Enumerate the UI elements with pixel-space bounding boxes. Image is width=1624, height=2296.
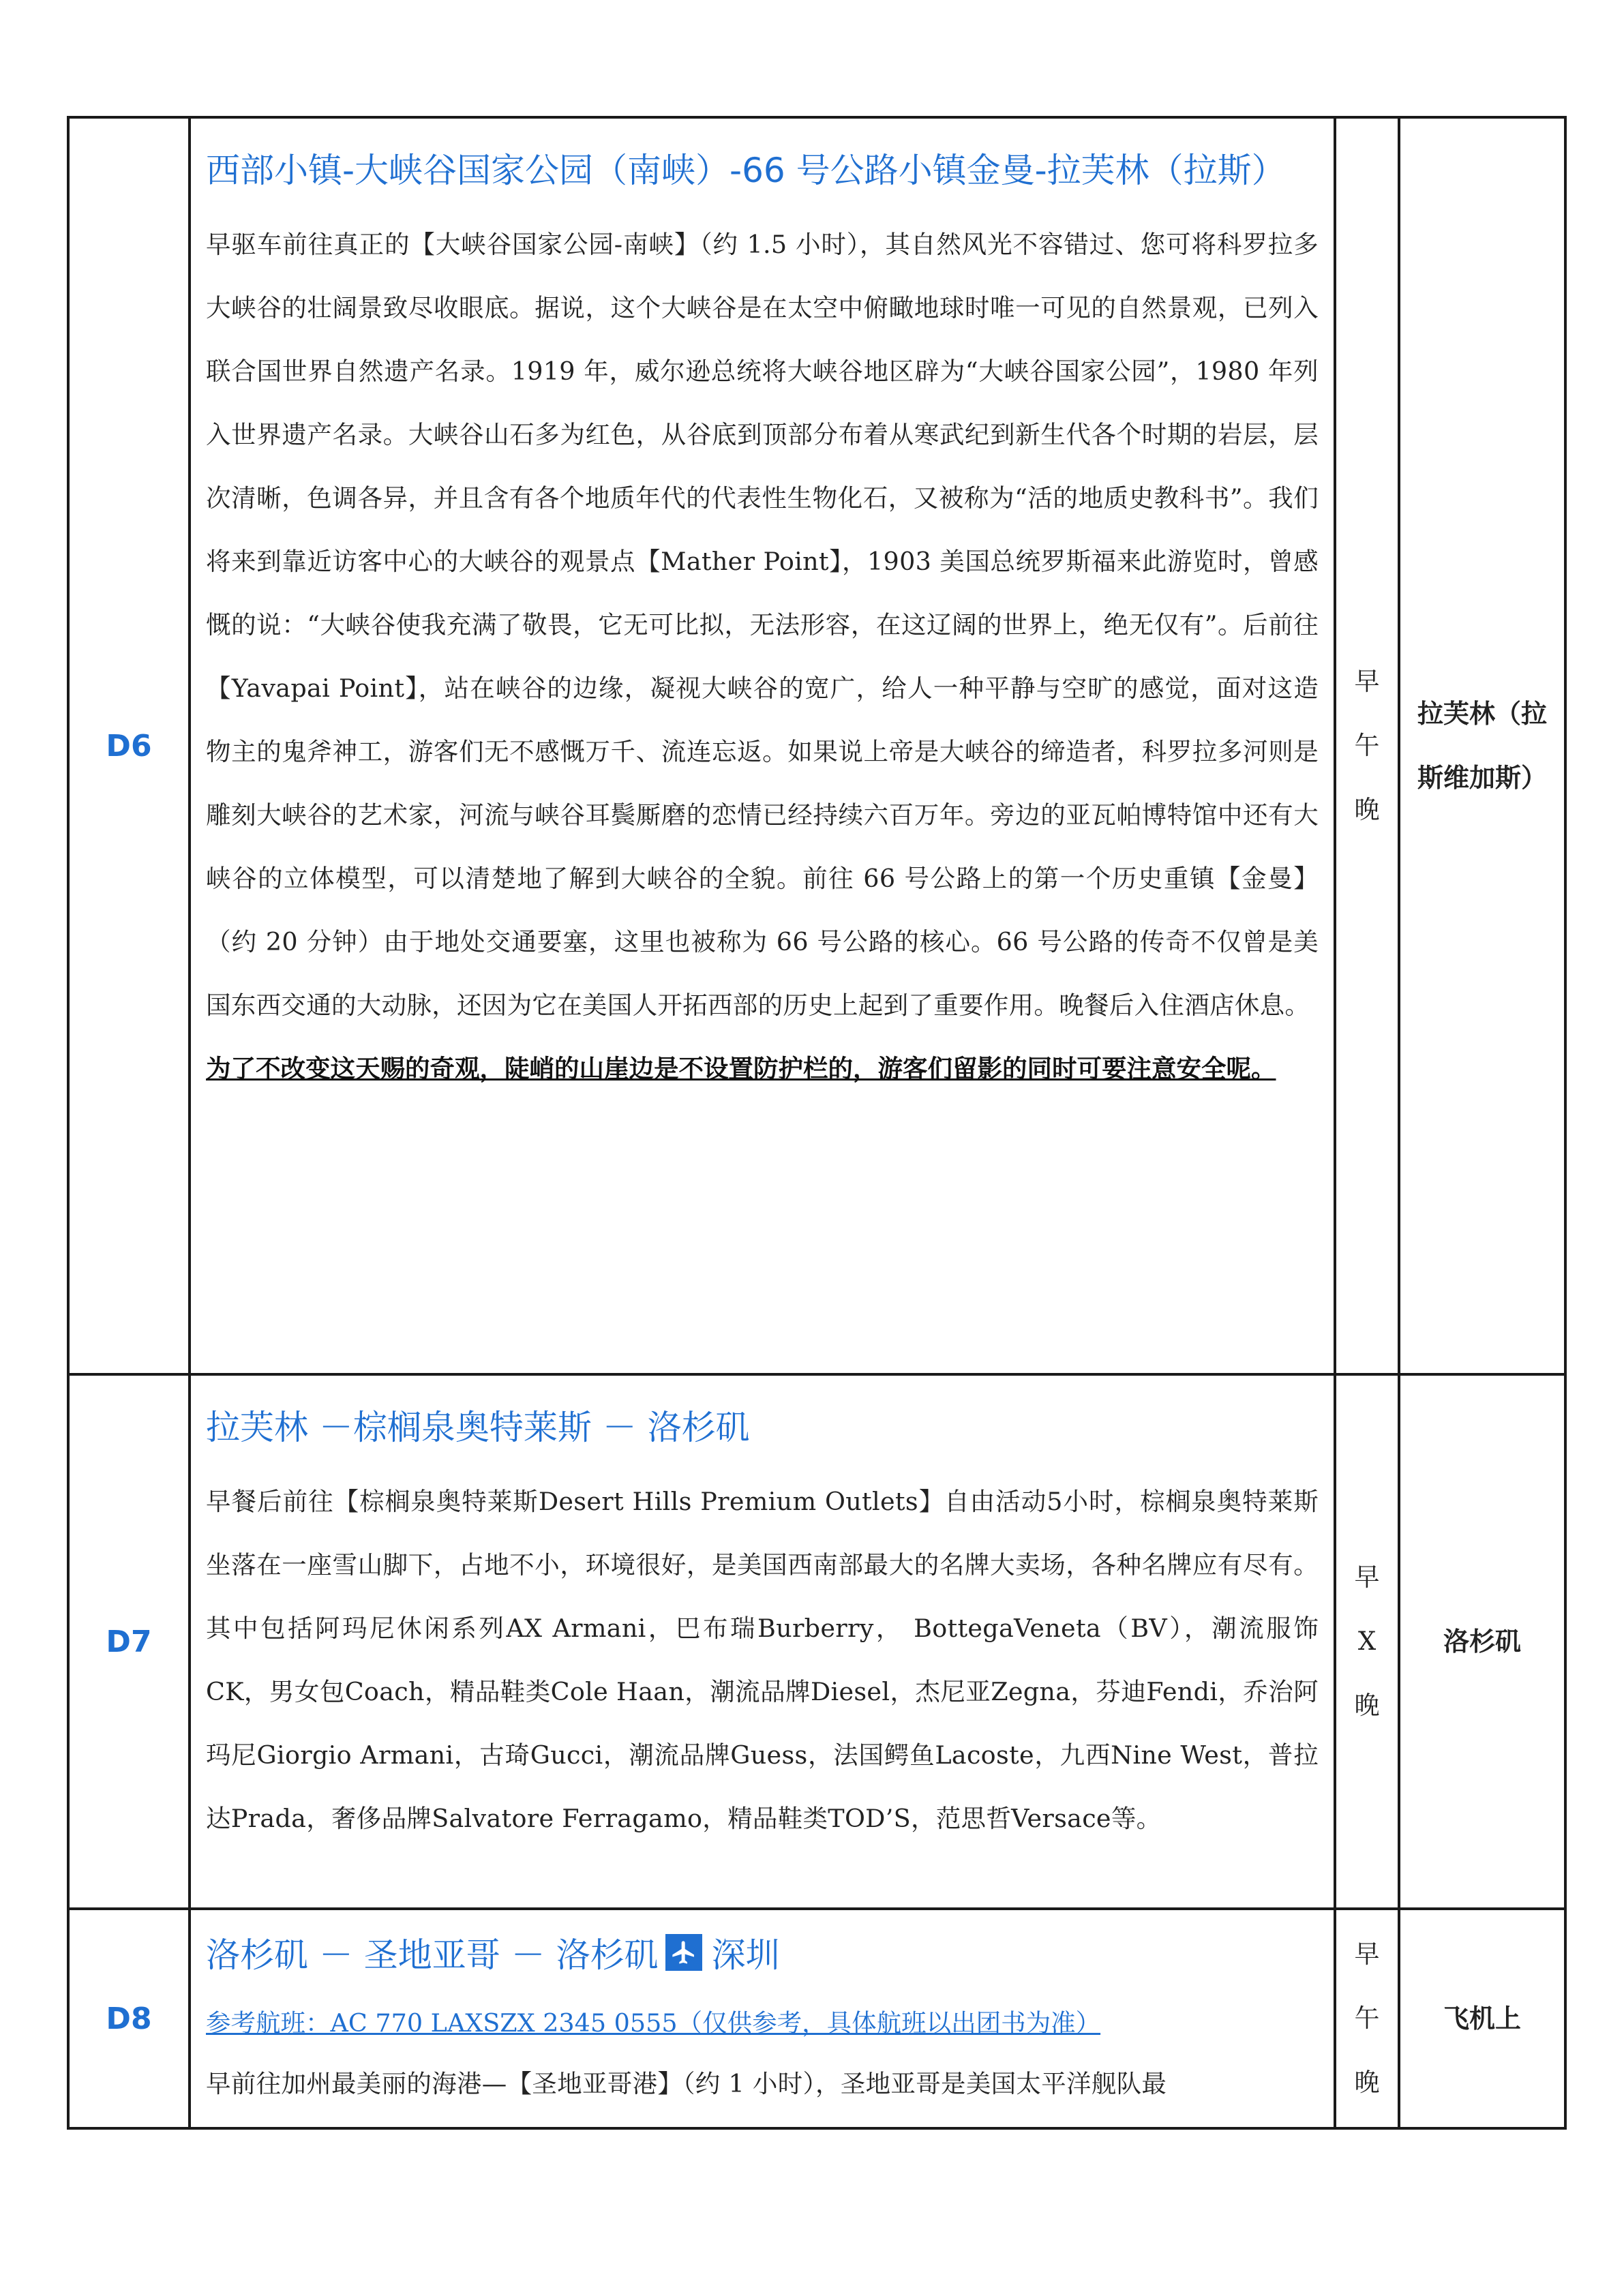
day-label: D7 bbox=[68, 1374, 190, 1909]
day-title-destination: 深圳 bbox=[711, 1935, 780, 1975]
meal-breakfast: 早 bbox=[1354, 1562, 1380, 1592]
day-body: 早前往加州最美丽的海港—【圣地亚哥港】（约 1 小时），圣地亚哥是美国太平洋舰队最 bbox=[206, 2069, 1167, 2098]
meal-breakfast: 早 bbox=[1354, 1939, 1380, 1969]
meal-dinner: 晚 bbox=[1354, 2068, 1380, 2097]
hotel: 飞机上 bbox=[1399, 1909, 1565, 2128]
meal-lunch: 午 bbox=[1354, 731, 1380, 760]
safety-note: 为了不改变这天赐的奇观，陡峭的山崖边是不设置防护栏的，游客们留影的同时可要注意安全呢。 bbox=[206, 1054, 1276, 1083]
day-row-d8 bbox=[68, 1909, 1565, 2128]
day-label: D8 bbox=[68, 1909, 190, 2128]
day-description bbox=[190, 117, 1335, 1374]
day-title-route: 洛杉矶 － 圣地亚哥 － 洛杉矶 bbox=[206, 1935, 659, 1975]
hotel: 洛杉矶 bbox=[1399, 1374, 1565, 1909]
meals bbox=[1335, 117, 1399, 1374]
meal-dinner: 晚 bbox=[1354, 795, 1380, 824]
itinerary-table bbox=[67, 116, 1567, 2130]
day-title: 西部小镇-大峡谷国家公园（南峡）-66 号公路小镇金曼-拉芙林（拉斯） bbox=[206, 151, 1286, 190]
day-description bbox=[190, 1374, 1335, 1909]
day-body: 早驱车前往真正的【大峡谷国家公园-南峡】（约 1.5 小时），其自然风光不容错过、您可将科罗拉多大峡谷的壮阔景致尽收眼底。据说，这个大峡谷是在太空中俯瞰地球时唯一可见的自然景观，已列入联合国世界自然遗产名录。1919 年，威尔逊总统将大峡谷地区辟为“大峡谷国家公园”，1980 年列入世界遗产名录。大峡谷山石多为红色，从谷底到顶部分布着从寒武纪到新生代各个时期的岩层，层次清晰，色调各异，并且含有各个地质年代的代表性生物化石，又被称为“活的地质史教科书”。我们将来到靠近访客中心的大峡谷的观景点【Mather Point】，1903 美国总统罗斯福来此游览时，曾感慨的说：“大峡谷使我充满了敬畏，它无可比拟，无法形容，在这辽阔的世界上，绝无仅有”。后前往【Yavapai Point】，站在峡谷的边缘，凝视大峡谷的宽广，给人一种平静与空旷的感觉，面对这造物主的鬼斧神工，游客们无不感慨万千、流连忘返。如果说上帝是大峡谷的缔造者，科罗拉多河则是雕刻大峡谷的艺术家，河流与峡谷耳鬓厮磨的恋情已经持续六百万年。旁边的亚瓦帕博特馆中还有大峡谷的立体模型，可以清楚地了解到大峡谷的全貌。前往 66 号公路上的第一个历史重镇【金曼】（约 20 分钟）由于地处交通要塞，这里也被称为 66 号公路的核心。66 号公路的传奇不仅曾是美国东西交通的大动脉，还因为它在美国人开拓西部的历史上起到了重要作用。晚餐后入住酒店休息。 bbox=[206, 230, 1319, 1020]
meal-dinner: 晚 bbox=[1354, 1691, 1380, 1720]
day-body: 早餐后前往【棕榈泉奥特莱斯Desert Hills Premium Outlets】自由活动5小时，棕榈泉奥特莱斯坐落在一座雪山脚下，占地不小，环境很好，是美国西南部最大的名牌大卖场，各种名牌应有尽有。其中包括阿玛尼休闲系列AX Armani，巴布瑞Burberry， BottegaVeneta（BV），潮流服饰CK，男女包Coach，精品鞋类Cole Haan，潮流品牌Diesel，杰尼亚Zegna，芬迪Fendi，乔治阿玛尼Giorgio Armani，古琦Gucci，潮流品牌Guess，法国鳄鱼Lacoste，九西Nine West，普拉达Prada，奢侈品牌Salvatore Ferragamo，精品鞋类TOD’S，范思哲Versace等。 bbox=[206, 1487, 1319, 1833]
hotel: 拉芙林（拉斯维加斯） bbox=[1399, 117, 1565, 1374]
day-row-d6 bbox=[68, 117, 1565, 1374]
day-row-d7 bbox=[68, 1374, 1565, 1909]
day-description bbox=[190, 1909, 1335, 2128]
meals bbox=[1335, 1374, 1399, 1909]
day-label: D6 bbox=[68, 117, 190, 1374]
meal-lunch: X bbox=[1357, 1627, 1377, 1656]
day-title bbox=[206, 1916, 1319, 1995]
meal-breakfast: 早 bbox=[1354, 667, 1380, 696]
airplane-icon bbox=[665, 1934, 702, 1971]
day-title: 拉芙林 －棕榈泉奥特莱斯 － 洛杉矶 bbox=[206, 1408, 750, 1447]
meals bbox=[1335, 1909, 1399, 2128]
flight-reference: 参考航班：AC 770 LAXSZX 2345 0555（仅供参考，具体航班以出团书为准） bbox=[206, 2008, 1101, 2038]
meal-lunch: 午 bbox=[1354, 2004, 1380, 2033]
